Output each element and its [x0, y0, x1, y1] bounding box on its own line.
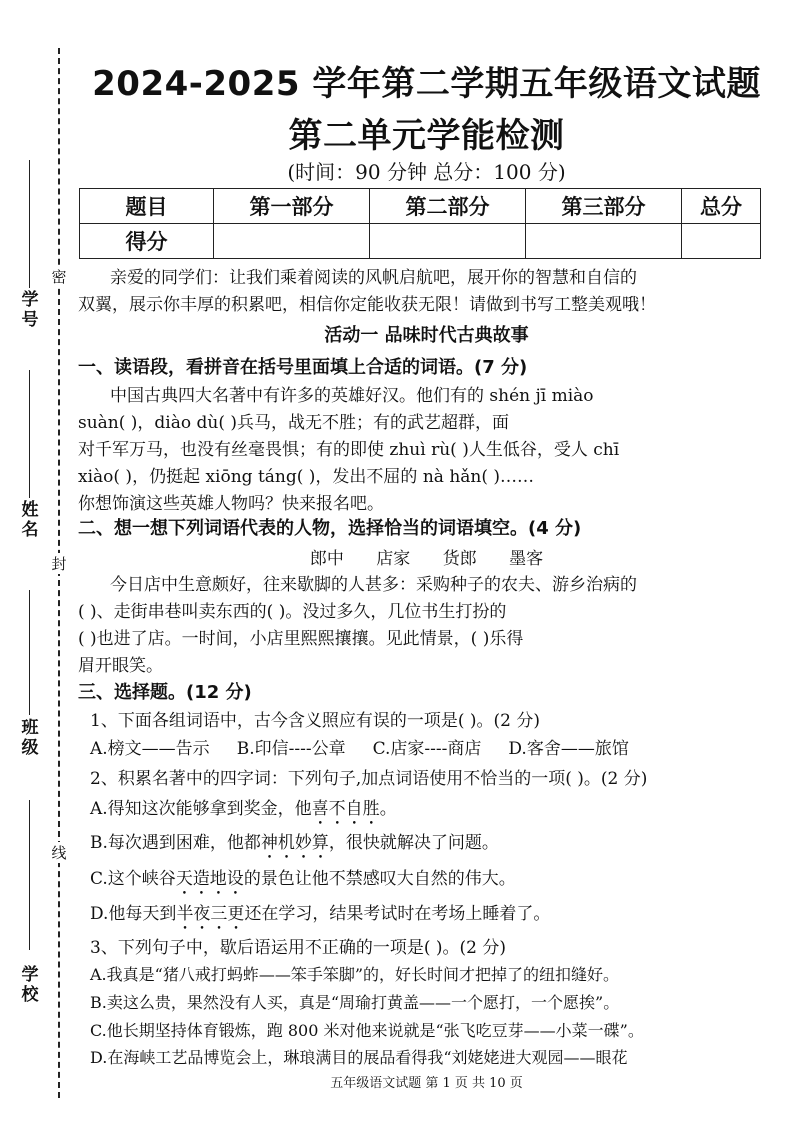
score-table	[79, 188, 761, 259]
exam-subtitle: 第二单元学能检测	[288, 116, 565, 156]
q2-line: 眉开眼笑。	[78, 656, 163, 676]
option-text: C.这个峡谷	[90, 869, 176, 889]
intro-line: 双翼，展示你丰厚的积累吧，相信你定能收获无限！请做到书写工整美观哦！	[78, 295, 656, 315]
q2-word-options: 郎中 店家 货郎 墨客	[309, 549, 544, 569]
score-cell[interactable]	[214, 224, 370, 259]
score-header-cell: 题目	[80, 189, 214, 224]
score-cell[interactable]	[526, 224, 682, 259]
score-table-score-row	[80, 224, 761, 259]
seal-mark-feng: 封	[51, 555, 67, 573]
seal-mark-mi: 密	[51, 268, 67, 286]
q1-line: 你想饰演这些英雄人物吗？快来报名吧。	[78, 494, 384, 514]
question-2-title: 二、想一想下列词语代表的人物，选择恰当的词语填空。(4 分)	[78, 518, 582, 539]
school-label: 学 校	[21, 965, 39, 1005]
score-row-label: 得分	[80, 224, 214, 259]
exam-title: 2024-2025 学年第二学期五年级语文试题	[92, 64, 761, 104]
student-id-field[interactable]	[29, 160, 30, 288]
option-text: B.每次遇到困难，他都	[90, 833, 261, 853]
q3-2-stem: 2、积累名著中的四字词：下列句子,加点词语使用不恰当的一项( )。(2 分)	[90, 769, 648, 789]
class-label: 班 级	[21, 718, 39, 758]
q3-2-option-b	[90, 828, 499, 863]
score-cell[interactable]	[682, 224, 761, 259]
q3-2-option-a	[90, 794, 397, 829]
time-info: (时间：90 分钟 总分：100 分)	[287, 160, 566, 184]
student-id-label: 学 号	[21, 290, 39, 330]
q1-line: suàn( )，diào dù( )兵马，战无不胜；有的武艺超群，面	[78, 413, 510, 433]
page-footer: 五年级语文试题 第 1 页 共 10 页	[330, 1076, 523, 1091]
score-header-cell: 第一部分	[214, 189, 370, 224]
class-field[interactable]	[29, 590, 30, 715]
dotted-word: 神机妙算	[260, 833, 329, 853]
score-cell[interactable]	[370, 224, 526, 259]
q2-line: ( )、走街串巷叫卖东西的( )。没过多久，几位书生打扮的	[78, 602, 507, 622]
option-text: 的景色让他不禁感叹大自然的伟大。	[243, 869, 516, 889]
option-text: A.得知这次能够拿到奖金，他	[90, 799, 312, 819]
score-header-cell: 第二部分	[370, 189, 526, 224]
option-text: ，很快就解决了问题。	[328, 833, 499, 853]
q3-2-option-c	[90, 864, 516, 899]
option-text: 。	[379, 799, 397, 819]
q3-3-option-c: C.他长期坚持体育锻炼，跑 800 米对他来说就是“张飞吃豆芽——小菜一碟”。	[90, 1021, 644, 1040]
option-text: 还在学习，结果考试时在考场上睡着了。	[244, 904, 551, 924]
school-field[interactable]	[29, 800, 30, 950]
score-header-cell: 第三部分	[526, 189, 682, 224]
question-1-title: 一、读语段，看拼音在括号里面填上合适的词语。(7 分)	[78, 357, 528, 378]
q3-3-stem: 3、下列句子中，歇后语运用不正确的一项是( )。(2 分)	[90, 938, 506, 958]
q3-3-option-b: B.卖这么贵，果然没有人买，真是“周瑜打黄盖——一个愿打，一个愿挨”。	[90, 993, 620, 1012]
q1-line: 中国古典四大名著中有许多的英雄好汉。他们有的 shén jī miào	[110, 386, 594, 406]
q1-line: xiào( )，仍挺起 xiōng táng( )，发出不屈的 nà hǎn( )……	[78, 467, 535, 487]
dotted-word: 喜不自胜	[311, 799, 380, 819]
activity-heading: 活动一 品味时代古典故事	[324, 325, 529, 346]
name-field[interactable]	[29, 370, 30, 498]
dotted-word: 天造地设	[175, 869, 244, 889]
q3-1-stem: 1、下面各组词语中，古今含义照应有误的一项是( )。(2 分)	[90, 711, 540, 731]
name-label: 姓 名	[21, 500, 39, 540]
q2-line: ( )也进了店。一时间，小店里熙熙攘攘。见此情景，( )乐得	[78, 629, 524, 649]
score-table-header-row	[80, 189, 761, 224]
q3-3-option-d: D.在海峡工艺品博览会上，琳琅满目的展品看得我“刘姥姥进大观园——眼花	[90, 1048, 628, 1067]
q3-1-options: A.榜文——告示 B.印信----公章 C.店家----商店 D.客舍——旅馆	[90, 739, 629, 759]
seal-mark-xian: 线	[51, 844, 67, 862]
score-header-cell: 总分	[682, 189, 761, 224]
intro-line: 亲爱的同学们：让我们乘着阅读的风帆启航吧，展开你的智慧和自信的	[110, 268, 637, 288]
option-text: D.他每天到	[90, 904, 177, 924]
q3-3-option-a: A.我真是“猪八戒打蚂蚱——笨手笨脚”的，好长时间才把掉了的纽扣缝好。	[90, 965, 620, 984]
dotted-word: 半夜三更	[176, 904, 245, 924]
question-3-title: 三、选择题。(12 分)	[78, 682, 252, 703]
q1-line: 对千军万马，也没有丝毫畏惧；有的即使 zhuì rù( )人生低谷，受人 chī	[78, 440, 620, 460]
q3-2-option-d	[90, 899, 550, 934]
q2-line: 今日店中生意颇好，往来歇脚的人甚多：采购种子的农夫、游乡治病的	[110, 575, 637, 595]
